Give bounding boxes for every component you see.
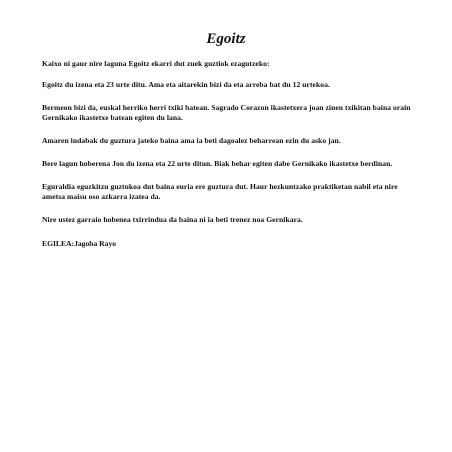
document-title: Egoitz [206,31,246,47]
paragraph-best-friend: Bere lagun hoberena Jon du izena eta 22 urte ditun. Biak behar egiten dabe Gernikako ikastetxe berdinan. [42,159,393,168]
paragraph-transport: Nire ustez garraio hobenea txirrindua da baina ni ia beti trenez noa Gernikara. [42,215,303,224]
paragraph-favorite-food: Amaren indabak du guztura jateko baina ama ia beti dagoalez beharrean ezin du asko jan. [42,136,341,145]
author-signature: EGILEA:Jagoba Rayo [42,239,117,248]
paragraph-age-family: Egoitz du izena eta 23 urte ditu. Ama eta aitarekin bizi da eta arreba bat du 12 urtekoa. [42,80,330,89]
paragraph-hometown-work: Bermeon bizi da, euskal herriko herri txiki batean. Sagrado Corazon ikastetxera joan zinen txikitan baina orain Gernikako ikastetxe batean egiten du lana. [42,103,411,122]
paragraph-weather-dream: Eguraldia eguzkitzu guztukoa dut baina euria ere guztura dut. Haur hezkuntzako praktiketan nabil eta nire ametsa maisu oso azkarra izatea da. [42,182,398,201]
document-body [42,59,422,249]
paragraph-intro: Kaixo ni gaur nire laguna Egoitz ekarri dut zuek guztiok ezagutzeko: [42,59,270,68]
